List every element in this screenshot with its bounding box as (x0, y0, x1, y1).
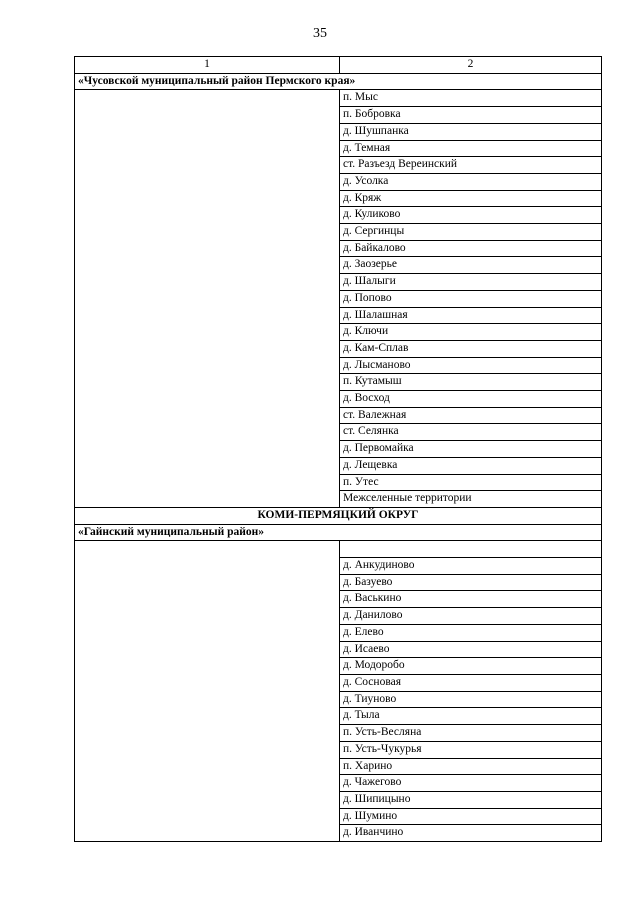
page-number: 35 (313, 26, 327, 41)
settlement-cell: д. Лысманово (340, 357, 602, 374)
settlement-cell: д. Данилово (340, 608, 602, 625)
settlement-cell: д. Чажегово (340, 775, 602, 792)
settlement-cell: д. Шалыги (340, 274, 602, 291)
district-heading: «Гайнский муниципальный район» (75, 524, 602, 541)
okrug-heading: КОМИ-ПЕРМЯЦКИЙ ОКРУГ (75, 507, 602, 524)
settlement-cell: ст. Разъезд Вереинский (340, 157, 602, 174)
settlement-cell: Межселенные территории (340, 491, 602, 508)
settlement-cell: д. Первомайка (340, 441, 602, 458)
settlement-cell: д. Попово (340, 290, 602, 307)
settlement-cell: д. Заозерье (340, 257, 602, 274)
settlement-cell: п. Бобровка (340, 107, 602, 124)
settlement-cell: д. Усолка (340, 173, 602, 190)
column-header-2: 2 (340, 57, 602, 74)
district-heading: «Чусовской муниципальный район Пермского края» (75, 73, 602, 90)
district-cell (75, 90, 340, 508)
settlement-cell: п. Кутамыш (340, 374, 602, 391)
district-heading-row (75, 524, 602, 541)
settlement-cell: д. Васькино (340, 591, 602, 608)
settlement-cell: д. Модоробо (340, 658, 602, 675)
settlement-cell: д. Шипицыно (340, 791, 602, 808)
settlement-cell: д. Кам-Сплав (340, 340, 602, 357)
district-heading-row (75, 73, 602, 90)
settlement-cell: д. Сергинцы (340, 224, 602, 241)
settlement-cell: д. Сосновая (340, 675, 602, 692)
settlement-cell: д. Тиуново (340, 691, 602, 708)
settlement-cell: ст. Селянка (340, 424, 602, 441)
settlement-cell: д. Иванчино (340, 825, 602, 842)
settlement-cell: д. Исаево (340, 641, 602, 658)
settlement-cell: п. Мыс (340, 90, 602, 107)
column-header-1: 1 (75, 57, 340, 74)
settlement-cell: д. Базуево (340, 574, 602, 591)
table-row (75, 541, 602, 558)
settlements-table-body (75, 57, 602, 842)
settlement-cell: п. Утес (340, 474, 602, 491)
settlement-cell: д. Лещевка (340, 457, 602, 474)
settlement-cell: д. Кряж (340, 190, 602, 207)
settlement-cell: п. Усть-Чукурья (340, 741, 602, 758)
settlement-cell: д. Восход (340, 391, 602, 408)
settlement-cell: д. Куликово (340, 207, 602, 224)
settlement-cell: д. Шалашная (340, 307, 602, 324)
district-cell (75, 541, 340, 842)
settlement-cell: д. Шушпанка (340, 123, 602, 140)
settlements-table (74, 56, 602, 842)
column-number-row (75, 57, 602, 74)
settlement-cell (340, 541, 602, 558)
table-row (75, 90, 602, 107)
settlement-cell: ст. Валежная (340, 407, 602, 424)
settlement-cell: д. Анкудиново (340, 558, 602, 575)
settlement-cell: п. Харино (340, 758, 602, 775)
settlement-cell: д. Шумино (340, 808, 602, 825)
settlement-cell: п. Усть-Весляна (340, 725, 602, 742)
settlement-cell: д. Ключи (340, 324, 602, 341)
settlement-cell: д. Байкалово (340, 240, 602, 257)
settlement-cell: д. Елево (340, 624, 602, 641)
okrug-heading-row (75, 507, 602, 524)
settlement-cell: д. Темная (340, 140, 602, 157)
settlement-cell: д. Тыла (340, 708, 602, 725)
